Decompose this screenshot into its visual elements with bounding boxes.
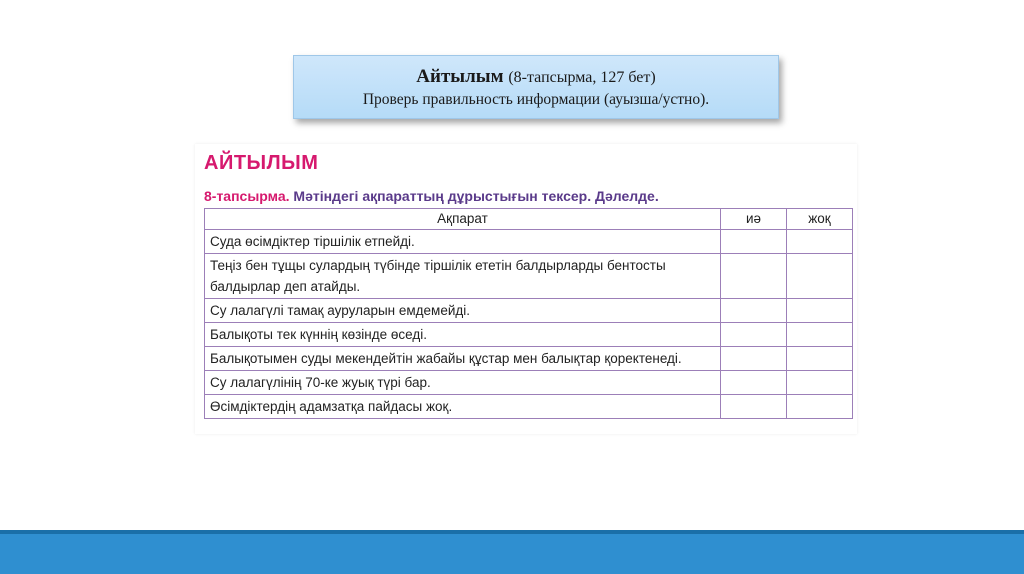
footer-bar xyxy=(0,534,1024,574)
row-statement: Суда өсімдіктер тіршілік етпейді. xyxy=(205,230,721,254)
task-line xyxy=(204,188,659,204)
excerpt-heading: АЙТЫЛЫМ xyxy=(204,152,319,174)
title-subtitle: Проверь правильность информации (ауызша/устно). xyxy=(362,91,710,108)
table-row xyxy=(205,299,853,323)
task-number: 8-тапсырма. xyxy=(204,188,290,204)
row-statement: Өсімдіктердің адамзатқа пайдасы жоқ. xyxy=(205,395,721,419)
header-no: жоқ xyxy=(787,209,853,230)
yes-cell[interactable] xyxy=(721,347,787,371)
yes-cell[interactable] xyxy=(721,371,787,395)
title-sub: (8-тапсырма, 127 бет) xyxy=(508,69,656,86)
no-cell[interactable] xyxy=(787,299,853,323)
row-statement: Балықотымен суды мекендейтін жабайы құстар мен балықтар қоректенеді. xyxy=(205,347,721,371)
no-cell[interactable] xyxy=(787,230,853,254)
header-yes: иә xyxy=(721,209,787,230)
title-line xyxy=(294,65,778,90)
no-cell[interactable] xyxy=(787,371,853,395)
title-main: Айтылым xyxy=(416,66,504,87)
title-box xyxy=(293,55,779,119)
row-statement: Балықоты тек күннің көзінде өседі. xyxy=(205,323,721,347)
no-cell[interactable] xyxy=(787,323,853,347)
yes-cell[interactable] xyxy=(721,323,787,347)
yes-cell[interactable] xyxy=(721,299,787,323)
row-statement: Су лалагүлі тамақ ауруларын емдемейді. xyxy=(205,299,721,323)
table-row xyxy=(205,323,853,347)
header-info: Ақпарат xyxy=(205,209,721,230)
table-row xyxy=(205,371,853,395)
yes-cell[interactable] xyxy=(721,230,787,254)
yes-cell[interactable] xyxy=(721,254,787,299)
info-table xyxy=(204,208,853,419)
row-statement: Су лалагүлінің 70-ке жуық түрі бар. xyxy=(205,371,721,395)
table-header-row xyxy=(205,209,853,230)
no-cell[interactable] xyxy=(787,347,853,371)
task-text: Мәтіндегі ақпараттың дұрыстығын тексер. Дәлелде. xyxy=(293,188,659,204)
row-statement: Теңіз бен тұщы сулардың түбінде тіршілік ететін балдырларды бентосты балдырлар деп атайды. xyxy=(205,254,721,299)
no-cell[interactable] xyxy=(787,395,853,419)
table-row xyxy=(205,347,853,371)
textbook-excerpt xyxy=(195,144,857,434)
yes-cell[interactable] xyxy=(721,395,787,419)
table-row xyxy=(205,230,853,254)
no-cell[interactable] xyxy=(787,254,853,299)
table-row xyxy=(205,395,853,419)
table-row xyxy=(205,254,853,299)
